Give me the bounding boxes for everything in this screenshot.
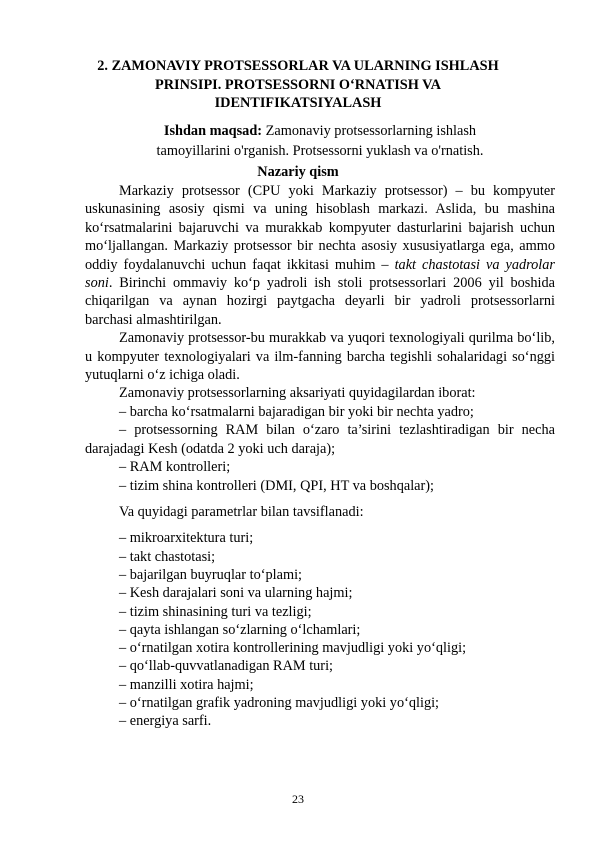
parameter-item: – tizim shinasining turi va tezligi; <box>119 603 312 620</box>
paragraph-1-emphasis: takt chastotasi va yadrolar soni <box>85 256 555 292</box>
spacer <box>85 495 555 503</box>
aim-text-1: Zamonaviy protsessorlarning ishlash <box>262 123 477 139</box>
spacer <box>85 521 555 529</box>
paragraph-1-text-a: Markaziy protsessor (CPU yoki Markaziy protsessor) – bu kompyuter uskunasining asosiy qismi va uning hisoblash markazi. Aslida, bu mashina ko‘rsatmalarini bajaruvchi va murakkab kompyuter dasturlarini bajarish uchun mo‘ljallangan. Markaziy protsessor bir nechta asosiy xususiyatlarga ega, ammo oddiy foydalanuvchi uchun faqat ikkitasi muhim – <box>85 183 555 273</box>
section-title: Nazariy qism <box>257 164 339 180</box>
parameter-item: – o‘rnatilgan grafik yadroning mavjudligi yoki yo‘qligi; <box>119 694 440 711</box>
aim-line-2: tamoyillarini o'rganish. Protsessorni yuklash va o'rnatish. <box>156 143 484 159</box>
chapter-title <box>70 57 526 113</box>
parameter-item: – manzilli xotira hajmi; <box>119 676 254 693</box>
component-item-3: – RAM kontrolleri; <box>119 459 231 476</box>
aim-block <box>85 121 555 161</box>
aim-label: Ishdan maqsad: <box>163 123 263 139</box>
chapter-title-line-3: IDENTIFIKATSIYALASH <box>214 95 382 112</box>
paragraph-parameters-intro: Va quyidagi parametrlar bilan tavsiflanadi: <box>119 503 364 520</box>
parameter-item: – bajarilgan buyruqlar to‘plami; <box>119 566 303 583</box>
paragraph-cpu-definition <box>85 182 555 329</box>
component-item-4: – tizim shina kontrolleri (DMI, QPI, HT va boshqalar); <box>119 477 435 494</box>
paragraph-components-intro: Zamonaviy protsessorlarning aksariyati quyidagilardan iborat: <box>119 385 476 402</box>
chapter-title-line-2: PRINSIPI. PROTSESSORNI O‘RNATISH VA <box>154 76 441 93</box>
aim-line-1 <box>85 121 555 141</box>
parameter-item: – mikroarxitektura turi; <box>119 530 254 547</box>
parameter-item: – takt chastotasi; <box>119 548 216 565</box>
chapter-title-line-1: 2. ZAMONAVIY PROTSESSORLAR VA ULARNING ISHLASH <box>97 58 499 74</box>
parameter-item: – energiya sarfi. <box>119 713 212 730</box>
body-text <box>85 182 555 731</box>
component-item-1: – barcha ko‘rsatmalarni bajaradigan bir yoki bir nechta yadro; <box>119 403 474 420</box>
parameter-item: – Kesh darajalari soni va ularning hajmi; <box>119 585 353 602</box>
parameter-item: – o‘rnatilgan xotira kontrollerining mavjudligi yoki yo‘qligi; <box>119 640 467 657</box>
parameter-item: – qayta ishlangan so‘zlarning o‘lchamlari; <box>119 621 361 638</box>
page-number: 23 <box>292 792 304 806</box>
component-item-2: – protsessorning RAM bilan o‘zaro ta’sirini tezlashtiradigan bir necha darajadagi Kesh (odatda 2 yoki uch daraja); <box>85 422 555 457</box>
parameter-item: – qo‘llab-quvvatlanadigan RAM turi; <box>119 658 334 675</box>
paragraph-modern-processor: Zamonaviy protsessor-bu murakkab va yuqori texnologiyali qurilma bo‘lib, u kompyuter texnologiyalari va ilm-fanning barcha tegishli sohalaridagi so‘nggi yutuqlarni o‘z ichiga oladi. <box>85 330 555 384</box>
paragraph-1-text-b: . Birinchi ommaviy ko‘p yadroli ish stoli protsessorlari 2006 yil boshida chiqarilgan va aynan hozirgi paytgacha deyarli bir yadroli protsessorlarni barchasi almashtirilgan. <box>85 275 555 328</box>
parameter-list <box>85 529 555 730</box>
